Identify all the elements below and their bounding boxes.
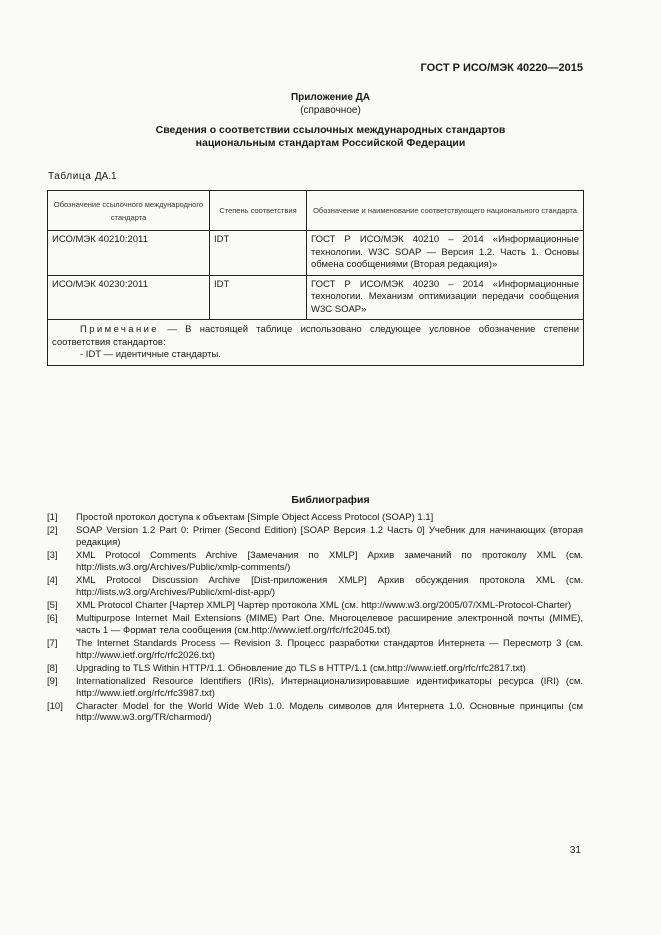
bibliography-entry: [47, 512, 583, 524]
entry-text: Multipurpose Internet Mail Extensions (MIME) Part One. Многоцелевое расширение электронной почты (MIME), часть 1 — Формат тела сообщения (см.http://www.ietf.org/rfc/rfc2045.txt): [76, 612, 583, 636]
entry-text: XML Protocol Charter [Чартер XMLP] Чартер протокола XML (см. http://www.w3.org/2005/07/XML-Protocol-Charter): [76, 599, 572, 611]
column-header-degree: Степень соответствия: [210, 191, 307, 231]
entry-text: XML Protocol Discussion Archive [Dist-приложения XMLP] Архив обсуждения протокола XML (см. http://lists.w3.org/Archives/Public/xml-dist-app/): [76, 574, 583, 598]
appendix-title: Приложение ДА: [290, 92, 371, 103]
entry-text: Простой протокол доступа к объектам [Simple Object Access Protocol (SOAP) 1.1]: [76, 512, 434, 523]
bibliography-entry: [47, 663, 583, 675]
entry-number: [8]: [47, 662, 58, 674]
entry-number: [5]: [47, 599, 58, 611]
entry-text: Character Model for the World Wide Web 1.0. Модель символов для Интернета 1.0. Основные принципы (см http://www.w3.org/TR/charmod/): [76, 700, 583, 724]
entry-number: [4]: [47, 574, 58, 586]
cell-intl-standard: ИСО/МЭК 40210:2011: [48, 231, 210, 276]
entry-number: [9]: [47, 675, 58, 687]
table-row: [48, 231, 584, 276]
entry-number: [7]: [47, 637, 58, 649]
note-label: Примечание: [80, 324, 159, 335]
document-header: ГОСТ Р ИСО/МЭК 40220—2015: [420, 62, 583, 74]
bibliography-entry: [47, 638, 583, 662]
bibliography-entry: [47, 600, 583, 612]
bibliography-entry: [47, 550, 583, 574]
table-note-row: [48, 320, 584, 366]
table-caption: [48, 171, 117, 182]
entry-text: Internationalized Resource Identifiers (IRIs), Интернационализировавшие идентификаторы ресурса (IRI) (см. http://www.ietf.org/rfc/rfc3987.txt): [76, 675, 583, 699]
note-item: - IDT — идентичные стандарты.: [80, 349, 221, 360]
bibliography-title: Библиография: [291, 494, 370, 506]
appendix-heading-line-1: Сведения о соответствии ссылочных международных стандартов: [155, 124, 506, 136]
entry-text: SOAP Version 1.2 Part 0: Primer (Second Edition) [SOAP Версия 1.2 Часть 0] Учебник для начинающих (вторая редакция): [76, 525, 583, 548]
column-header-intl-standard: Обозначение ссылочного международного стандарта: [48, 191, 210, 231]
entry-number: [2]: [47, 525, 58, 537]
cell-intl-standard: ИСО/МЭК 40230:2011: [48, 275, 210, 320]
entry-text: XML Protocol Comments Archive [Замечания по XMLP] Архив замечаний по протоколу XML (см. http://lists.w3.org/Archives/Public/xmlp-comments/): [76, 549, 583, 573]
table-header-row: [48, 191, 584, 231]
entry-text: Upgrading to TLS Within HTTP/1.1. Обновление до TLS в HTTP/1.1 (см.http://www.ietf.org/rfc/rfc2817.txt): [76, 662, 526, 674]
table-row: [48, 275, 584, 320]
cell-national-standard: ГОСТ Р ИСО/МЭК 40210 – 2014 «Информационные технологии. W3C SOAP — Версия 1.2. Часть 1. Основы обмена сообщениями (Вторая редакция)»: [307, 231, 584, 276]
table-caption-number: ДА.1: [94, 171, 117, 182]
appendix-subtitle: (справочное): [300, 105, 361, 116]
entry-number: [6]: [47, 612, 58, 624]
appendix-heading-line-2: национальным стандартам Российской Федерации: [195, 137, 466, 149]
cell-degree: IDT: [210, 275, 307, 320]
cell-degree: IDT: [210, 231, 307, 276]
bibliography-entry: [47, 575, 583, 599]
page-number: 31: [569, 845, 581, 856]
bibliography-list: [47, 512, 583, 726]
cell-national-standard: ГОСТ Р ИСО/МЭК 40230 – 2014 «Информационные технологии. Механизм оптимизации передачи сообщения W3C SOAP»: [307, 275, 584, 320]
note-text: — В настоящей таблице использовано следующее условное обозначение степени соответствия стандартов:: [52, 324, 579, 348]
bibliography-entry: [47, 613, 583, 637]
table-note: [48, 320, 584, 366]
table-caption-word: Таблица: [48, 171, 92, 182]
entry-number: [3]: [47, 549, 58, 561]
column-header-national-standard: Обозначение и наименование соответствующего национального стандарта: [307, 191, 584, 231]
bibliography-entry: [47, 525, 583, 549]
bibliography-entry: [47, 701, 583, 725]
entry-number: [1]: [47, 512, 58, 523]
entry-text: The Internet Standards Process — Revision 3. Процесс разработки стандартов Интернета — Пересмотр 3 (см. http://www.ietf.org/rfc/rfc2026.txt): [76, 637, 583, 661]
entry-number: [10]: [47, 700, 63, 712]
correspondence-table: [47, 190, 584, 366]
bibliography-entry: [47, 676, 583, 700]
